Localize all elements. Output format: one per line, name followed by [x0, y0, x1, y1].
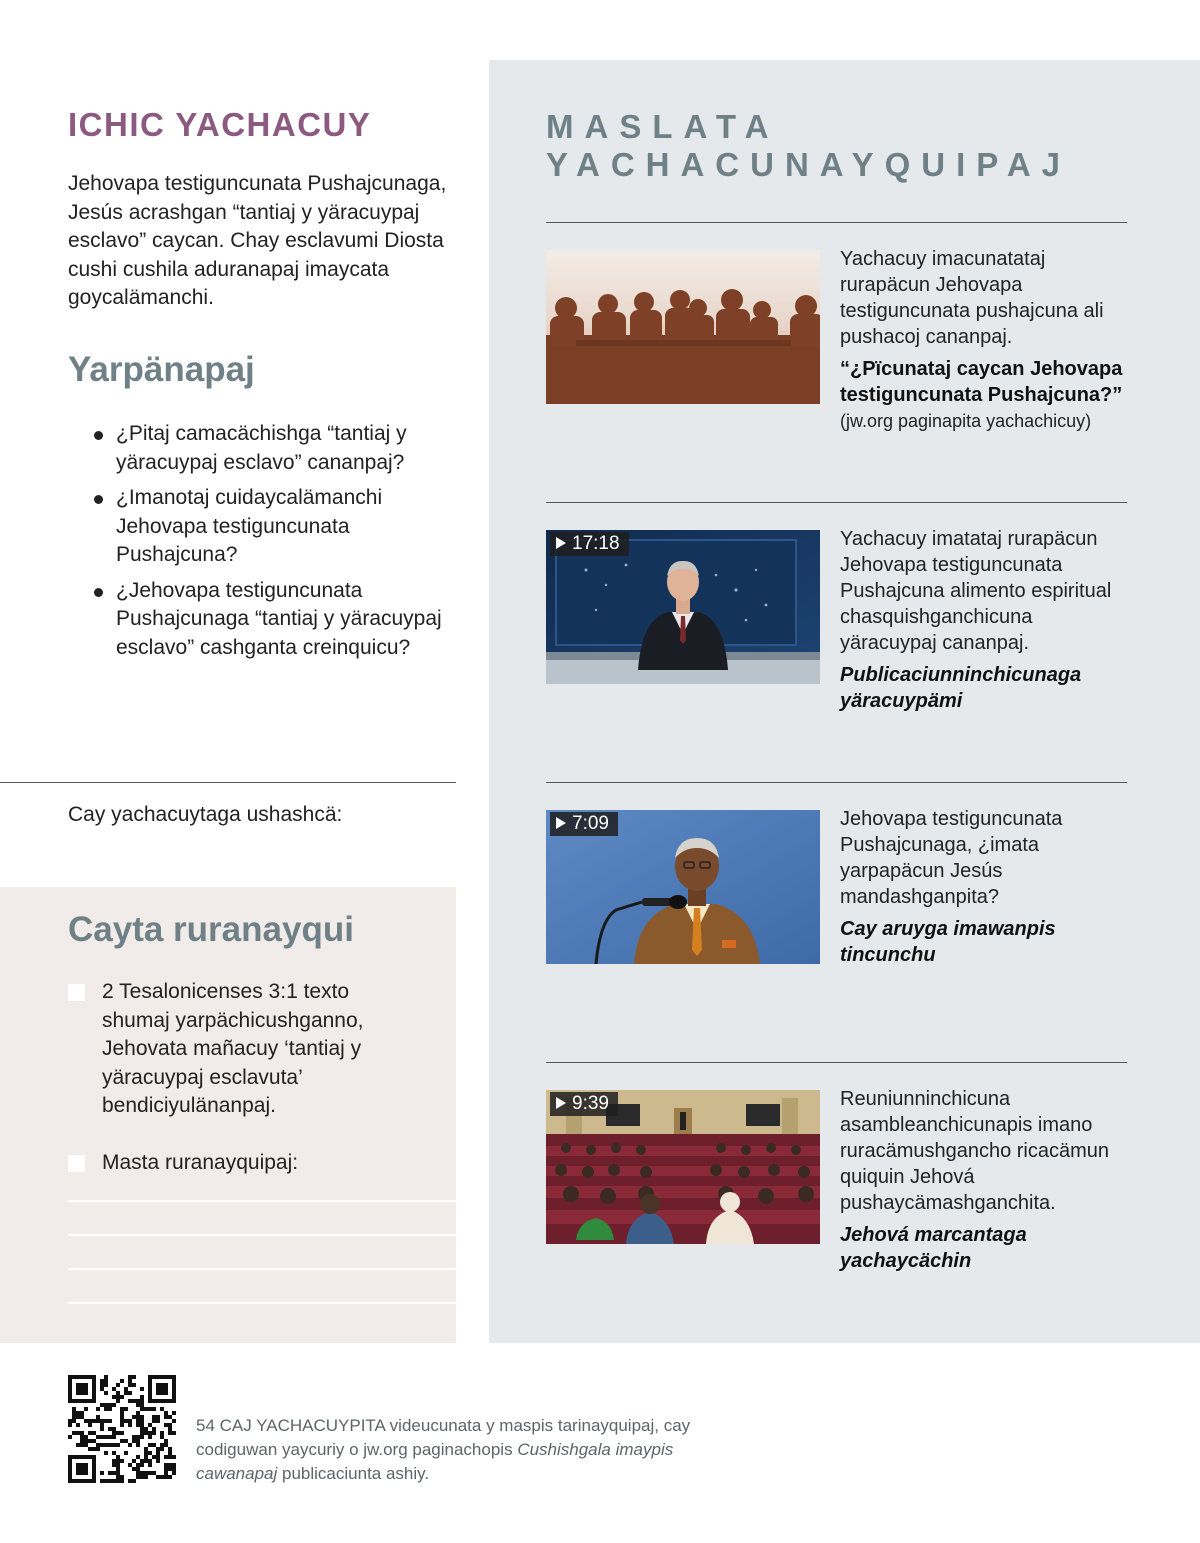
- leaders-silhouette-image[interactable]: [546, 250, 820, 404]
- review-question-text: ¿Pitaj camacächishga “tantiaj y yäracuypaj esclavo” cananpaj?: [116, 422, 407, 474]
- video-duration-badge: [550, 1092, 618, 1116]
- summary-text: Jehovapa testiguncunata Pushajcunaga, Jesús acrashgan “tantiaj y yäracuypaj esclavo” caycan. Chay esclavumi Diosta cushi cushila aduranapaj imaycata goycalämanchi.: [68, 172, 447, 309]
- more-learning-title: [546, 108, 1071, 184]
- more-item-description: Yachacuy imatataj rurapäcun Jehovapa testiguncunata Pushajcuna alimento espiritual chasquishganchicuna yäracuypaj cananpaj.: [840, 528, 1112, 654]
- presenter-video-thumbnail[interactable]: [546, 530, 820, 684]
- review-question-text: ¿Imanotaj cuidaycalämanchi Jehovapa testiguncunata Pushajcuna?: [116, 486, 383, 566]
- video-duration: 9:39: [572, 1093, 609, 1114]
- speaker-video-thumbnail[interactable]: [546, 810, 820, 964]
- writing-line[interactable]: [68, 1268, 456, 1270]
- footer-publication-title: Cushishgala imaypis cawanapaj: [196, 1440, 674, 1483]
- item-divider: [546, 502, 1127, 503]
- review-question: [88, 577, 448, 663]
- task-checkbox[interactable]: [68, 984, 85, 1001]
- meeting-video-thumbnail[interactable]: [546, 1090, 820, 1244]
- play-icon: [556, 1097, 566, 1109]
- video-duration-badge: [550, 812, 618, 836]
- more-item: [840, 526, 1130, 714]
- item-divider: [546, 222, 1127, 223]
- review-question: [88, 420, 448, 477]
- item-divider: [546, 782, 1127, 783]
- bullet-icon: [94, 495, 103, 504]
- task-text: 2 Tesalonicenses 3:1 texto shumaj yarpächicushganno, Jehovata mañacuy ‘tantiaj y yäracuypaj esclavuta’ bendiciyulänanpaj.: [102, 980, 364, 1117]
- footer-text-part: publicaciunta ashiy.: [277, 1464, 430, 1483]
- more-item: [840, 246, 1130, 434]
- task-text: Masta ruranayquipaj:: [102, 1151, 299, 1174]
- summary-title: ICHIC YACHACUY: [68, 106, 372, 143]
- review-question-text: ¿Jehovapa testiguncunata Pushajcunaga “tantiaj y yäracuypaj esclavo” cashganta creinquicu?: [116, 578, 442, 659]
- more-item-description: Yachacuy imacunatataj rurapäcun Jehovapa testiguncunata pushajcuna ali pushacoj cananpaj.: [840, 248, 1104, 348]
- task-item: [68, 978, 408, 1121]
- play-icon: [556, 537, 566, 549]
- task-item: [68, 1149, 408, 1178]
- play-icon: [556, 817, 566, 829]
- qr-code[interactable]: [68, 1375, 176, 1483]
- writing-line[interactable]: [68, 1302, 456, 1304]
- more-item-title[interactable]: Cay aruyga imawanpis tincunchu: [840, 918, 1056, 966]
- more-item: [840, 1086, 1130, 1274]
- footer-text: [196, 1414, 716, 1486]
- more-learning-title-line: MASLATA: [546, 108, 780, 145]
- section-divider: [0, 782, 456, 783]
- video-duration: 7:09: [572, 813, 609, 834]
- review-title: Yarpänapaj: [68, 350, 255, 389]
- video-duration-badge: [550, 532, 629, 556]
- bullet-icon: [94, 431, 103, 440]
- more-learning-title-line: YACHACUNAYQUIPAJ: [546, 146, 1072, 183]
- review-question: [88, 484, 448, 570]
- completed-label: Cay yachacuytaga ushashcä:: [68, 803, 343, 826]
- item-divider: [546, 1062, 1127, 1063]
- writing-line[interactable]: [68, 1234, 456, 1236]
- footer-text-part: 54 CAJ YACHACUYPITA videucunata y maspis tarinayquipaj, cay codiguwan yaycuriy o jw.org paginachopis: [196, 1416, 691, 1459]
- more-item-source: (jw.org paginapita yachachicuy): [840, 411, 1092, 431]
- more-item-title[interactable]: Jehová marcantaga yachaycächin: [840, 1224, 1027, 1272]
- more-item-title[interactable]: “¿Pïcunataj caycan Jehovapa testiguncunata Pushajcuna?”: [840, 358, 1123, 406]
- more-item: [840, 806, 1130, 968]
- review-question-list: [88, 420, 448, 669]
- more-item-title[interactable]: Publicaciunninchicunaga yäracuypämi: [840, 664, 1082, 712]
- more-item-description: Jehovapa testiguncunata Pushajcunaga, ¿imata yarpapäcun Jesús mandashganpita?: [840, 808, 1063, 908]
- writing-line[interactable]: [68, 1200, 456, 1202]
- more-item-description: Reuniunninchicuna asambleanchicunapis imano ruracämushgancho ricacämun quiquin Jehová pushaycämashganchita.: [840, 1088, 1110, 1214]
- bullet-icon: [94, 588, 103, 597]
- task-checkbox[interactable]: [68, 1155, 85, 1172]
- video-duration: 17:18: [572, 533, 620, 554]
- tasks-title: Cayta ruranayqui: [68, 910, 354, 949]
